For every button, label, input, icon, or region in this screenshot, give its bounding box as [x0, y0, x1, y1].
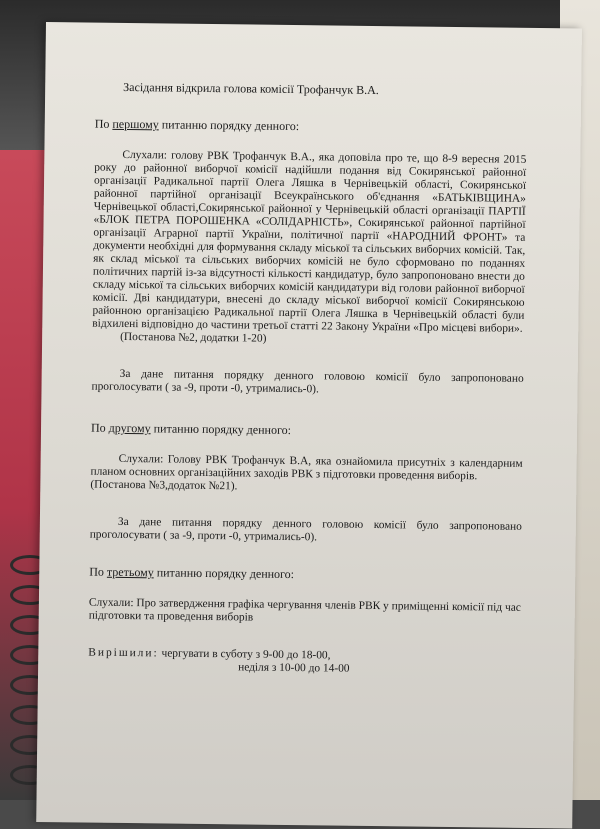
q2-heard: Слухали: Голову РВК Трофанчук В.А, яка ознайомила присутніх з календарним планом основних організаційних заходів РВК з підготовки проведення виборів.: [90, 452, 523, 483]
q2-resolution: (Постанова №3,додаток №21).: [90, 478, 238, 493]
opening-line: Засідання відкрила голова комісії Трофанчук В.А.: [123, 79, 379, 98]
q3-decided-text: чергувати в суботу з 9-00 до 18-00,: [158, 647, 331, 662]
q1-heading-post: питанню порядку денного:: [158, 117, 300, 134]
q2-heading-pre: По: [90, 420, 109, 435]
q3-ordinal: третьому: [106, 564, 154, 580]
q1-heard: Слухали: голову РВК Трофанчук В.А., яка доповіла про те, що 8-9 вересня 2015 року до районної виборчої комісії надійшли подання від Сокирянської районної організації Радикальної партії Олега Ляшка в Чернівецькій області, Сокирянської районної партійної організації Всеукраїнського об'єднання «БАТЬКІВЩИНА» Чернівецької області,Сокирянської районної у Чернівецькій області організації ПАРТІЇ «БЛОК ПЕТРА ПОРОШЕНКА «СОЛІДАРНІСТЬ», Сокирянської районної партійної організації Аграрної партії України, політичної партії «НАРОДНИЙ ФРОНТ» та документи необхідні для формування складу міської та сільських виборчих комісій. Так, як склад міської та сільських виборчих комісій не було сформовано по поданнях політичних партій із-за відсутності кількості кандидатур, було запропоновано внести до складу міської та сільських виборчих комісій кандидатури від голови районної виборчої комісії. Дві кандидатури, внесені до складу міської виборчої комісії Сокирянською районною організацією Радикальної партії Олега Ляшка в Чернівецькій області були відхилені відповідно до частини третьої статті 22 Закону України «Про місцеві вибори».: [92, 148, 527, 335]
q3-decided-text-2: неділя з 10-00 до 14-00: [238, 661, 350, 675]
q3-heard: Слухали: Про затвердження графіка чергування членів РВК у приміщенні комісії під час підготовки та проведення виборів: [88, 596, 521, 624]
q3-heading-pre: По: [89, 564, 108, 579]
q1-vote: За дане питання порядку денного головою комісії було запропоновано проголосувати ( за -9, проти -0, утримались-0).: [91, 367, 524, 396]
q2-heading-post: питанню порядку денного:: [150, 421, 292, 438]
q3-decided-label: Вирішили:: [88, 646, 159, 660]
q2-ordinal: другому: [108, 420, 151, 436]
document-sheet: [36, 22, 582, 828]
q2-vote: За дане питання порядку денного головою комісії було запропоновано проголосувати ( за -9, проти -0, утримались-0).: [89, 515, 522, 544]
document-body: [88, 81, 527, 678]
q1-ordinal: першому: [112, 116, 159, 132]
q1-heading-pre: По: [94, 116, 113, 131]
q1-resolution: (Постанова №2, додатки 1-20): [120, 330, 267, 345]
q3-heading-post: питанню порядку денного:: [153, 565, 295, 582]
